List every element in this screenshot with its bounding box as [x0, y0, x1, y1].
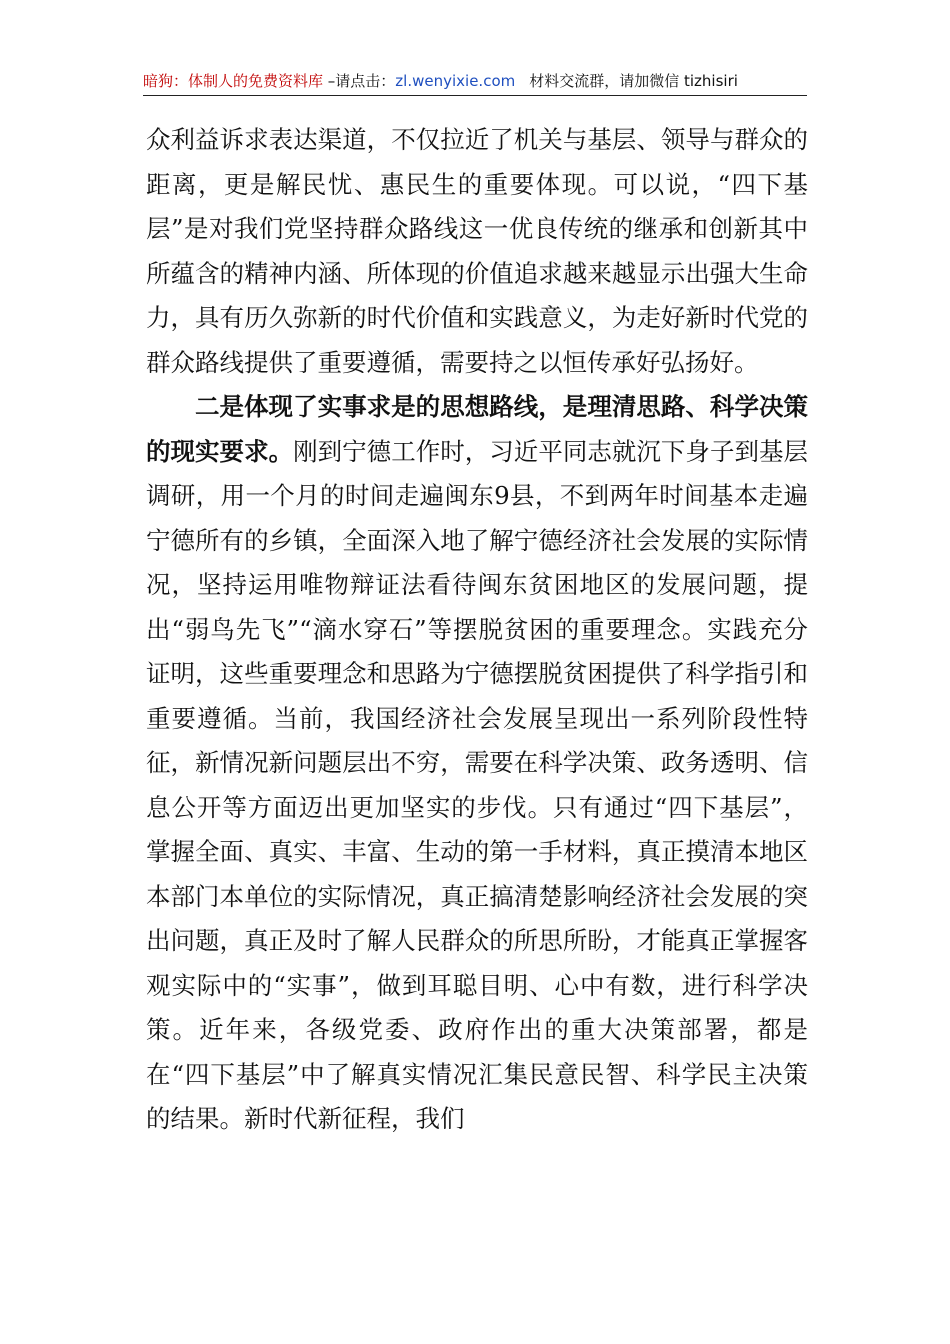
paragraph-2-lead: 二是体现了实事求是的思想路线，是理清思路、科学决策的现实要求。	[146, 392, 808, 466]
page-header	[143, 70, 807, 94]
header-divider	[143, 95, 807, 96]
paragraph-1-text: 众利益诉求表达渠道，不仅拉近了机关与基层、领导与群众的距离，更是解民忧、惠民生的重要体现。可以说，“四下基层”是对我们党坚持群众路线这一优良传统的继承和创新其中所蕴含的精神内涵、所体现的价值追求越来越显示出强大生命力，具有历久弥新的时代价值和实践意义，为走好新时代党的群众路线提供了重要遵循，需要持之以恒传承好弘扬好。	[146, 125, 808, 377]
header-link[interactable]: zl.wenyixie.com	[395, 72, 516, 90]
paragraph-2-text: 刚到宁德工作时，习近平同志就沉下身子到基层调研，用一个月的时间走遍闽东9县，不到两年时间基本走遍宁德所有的乡镇，全面深入地了解宁德经济社会发展的实际情况，坚持运用唯物辩证法看待闽东贫困地区的发展问题，提出“弱鸟先飞”“滴水穿石”等摆脱贫困的重要理念。实践充分证明，这些重要理念和思路为宁德摆脱贫困提供了科学指引和重要遵循。当前，我国经济社会发展呈现出一系列阶段性特征，新情况新问题层出不穷，需要在科学决策、政务透明、信息公开等方面迈出更加坚实的步伐。只有通过“四下基层”，掌握全面、真实、丰富、生动的第一手材料，真正摸清本地区本部门本单位的实际情况，真正搞清楚影响经济社会发展的突出问题，真正及时了解人民群众的所思所盼，才能真正掌握客观实际中的“实事”，做到耳聪目明、心中有数，进行科学决策。近年来，各级党委、政府作出的重大决策部署，都是在“四下基层”中了解真实情况汇集民意民智、科学民主决策的结果。新时代新征程，我们	[146, 436, 809, 1133]
paragraph-1	[146, 118, 808, 385]
paragraph-2	[146, 385, 808, 1142]
header-separator: –请点击：	[323, 72, 396, 90]
header-brand: 暗狗：体制人的免费资料库	[143, 72, 324, 90]
document-body	[146, 118, 808, 1142]
header-wechat: 材料交流群，请加微信 tizhisiri	[529, 72, 738, 90]
